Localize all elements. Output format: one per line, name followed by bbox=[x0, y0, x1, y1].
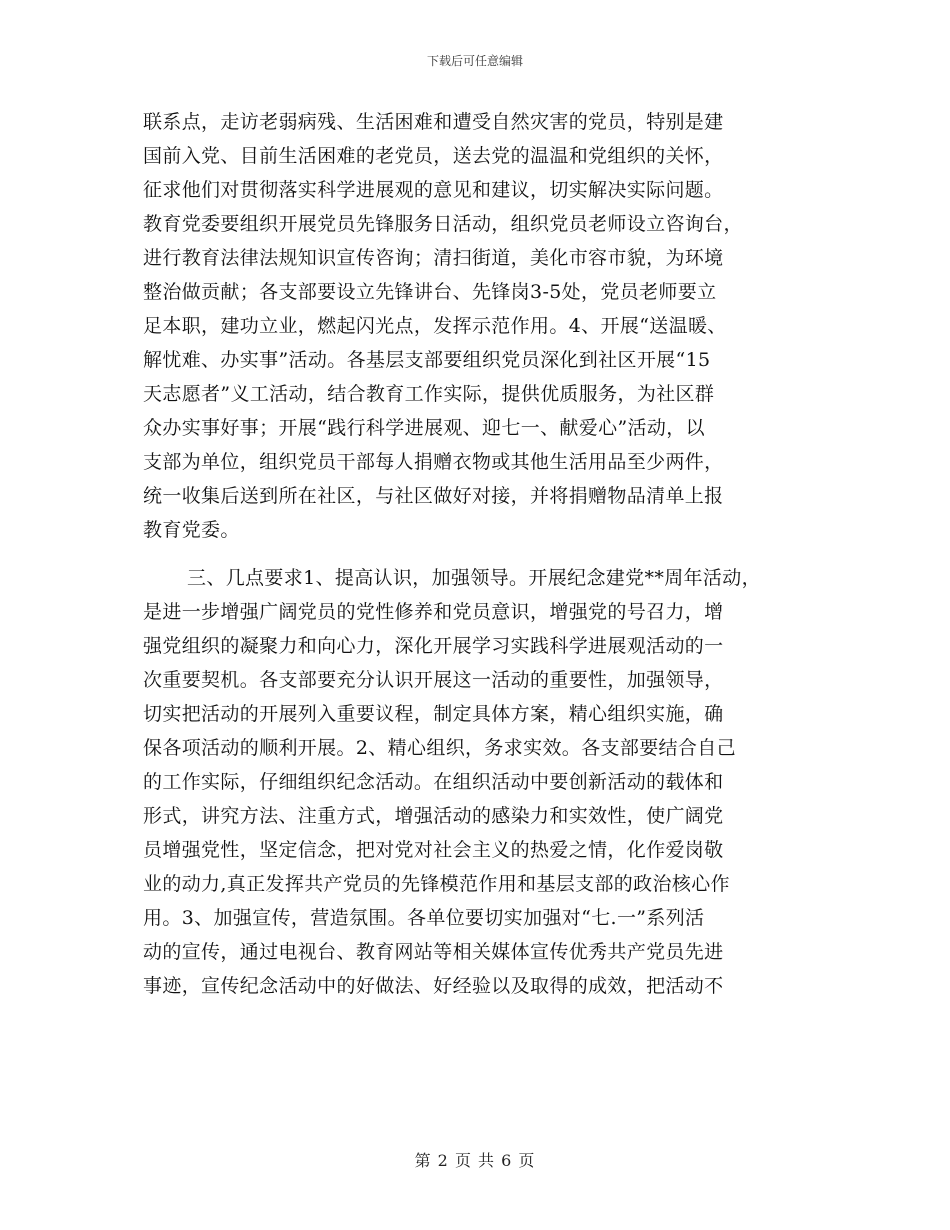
text-line: 众办实事好事；开展“践行科学进展观、迎七一、献爱心”活动，以 bbox=[143, 417, 705, 439]
text-line: 教育党委要组织开展党员先锋服务日活动，组织党员老师设立咨询台， bbox=[143, 213, 743, 235]
text-line: 三、几点要求1、提高认识，加强领导。开展纪念建党**周年活动， bbox=[187, 567, 761, 589]
text-line: 是进一步增强广阔党员的党性修养和党员意识，增强党的号召力，增 bbox=[143, 601, 724, 623]
text-line: 强党组织的凝聚力和向心力，深化开展学习实践科学进展观活动的一 bbox=[143, 635, 724, 657]
text-line: 解忧难、办实事”活动。各基层支部要组织党员深化到社区开展“15 bbox=[143, 349, 711, 371]
text-line: 员增强党性，坚定信念，把对党对社会主义的热爱之情，化作爱岗敬 bbox=[143, 839, 724, 861]
text-line: 教育党委。 bbox=[143, 519, 240, 541]
text-line: 的工作实际，仔细组织纪念活动。在组织活动中要创新活动的载体和 bbox=[143, 771, 724, 793]
text-line: 天志愿者”义工活动，结合教育工作实际，提供优质服务，为社区群 bbox=[143, 383, 715, 405]
text-line: 业的动力,真正发挥共产党员的先锋模范作用和基层支部的政治核心作 bbox=[143, 873, 730, 895]
text-line: 足本职，建功立业，燃起闪光点，发挥示范作用。4、开展“送温暖、 bbox=[143, 315, 727, 337]
text-line: 联系点，走访老弱病残、生活困难和遭受自然灾害的党员，特别是建 bbox=[143, 111, 724, 133]
text-line: 国前入党、目前生活困难的老党员，送去党的温温和党组织的关怀， bbox=[143, 145, 724, 167]
text-line: 进行教育法律法规知识宣传咨询；清扫街道，美化市容市貌，为环境 bbox=[143, 247, 724, 269]
text-line: 动的宣传，通过电视台、教育网站等相关媒体宣传优秀共产党员先进 bbox=[143, 941, 724, 963]
text-line: 用。3、加强宣传，营造氛围。各单位要切实加强对“七.一”系列活 bbox=[143, 907, 705, 929]
text-line: 形式，讲究方法、注重方式，增强活动的感染力和实效性，使广阔党 bbox=[143, 805, 724, 827]
text-line: 支部为单位，组织党员干部每人捐赠衣物或其他生活用品至少两件， bbox=[143, 451, 724, 473]
text-line: 次重要契机。各支部要充分认识开展这一活动的重要性，加强领导， bbox=[143, 669, 724, 691]
text-line: 整治做贡献；各支部要设立先锋讲台、先锋岗3-5处，党员老师要立 bbox=[143, 281, 717, 303]
page-number-footer: 第 2 页 共 6 页 bbox=[414, 1151, 536, 1170]
text-line: 保各项活动的顺利开展。2、精心组织，务求实效。各支部要结合自己 bbox=[143, 737, 736, 759]
text-line: 切实把活动的开展列入重要议程，制定具体方案，精心组织实施，确 bbox=[143, 703, 724, 725]
text-line: 征求他们对贯彻落实科学进展观的意见和建议，切实解决实际问题。 bbox=[143, 179, 724, 201]
text-line: 统一收集后送到所在社区，与社区做好对接，并将捐赠物品清单上报 bbox=[143, 485, 724, 507]
page-header: 下载后可任意编辑 bbox=[426, 54, 523, 68]
text-line: 事迹，宣传纪念活动中的好做法、好经验以及取得的成效，把活动不 bbox=[143, 975, 724, 997]
